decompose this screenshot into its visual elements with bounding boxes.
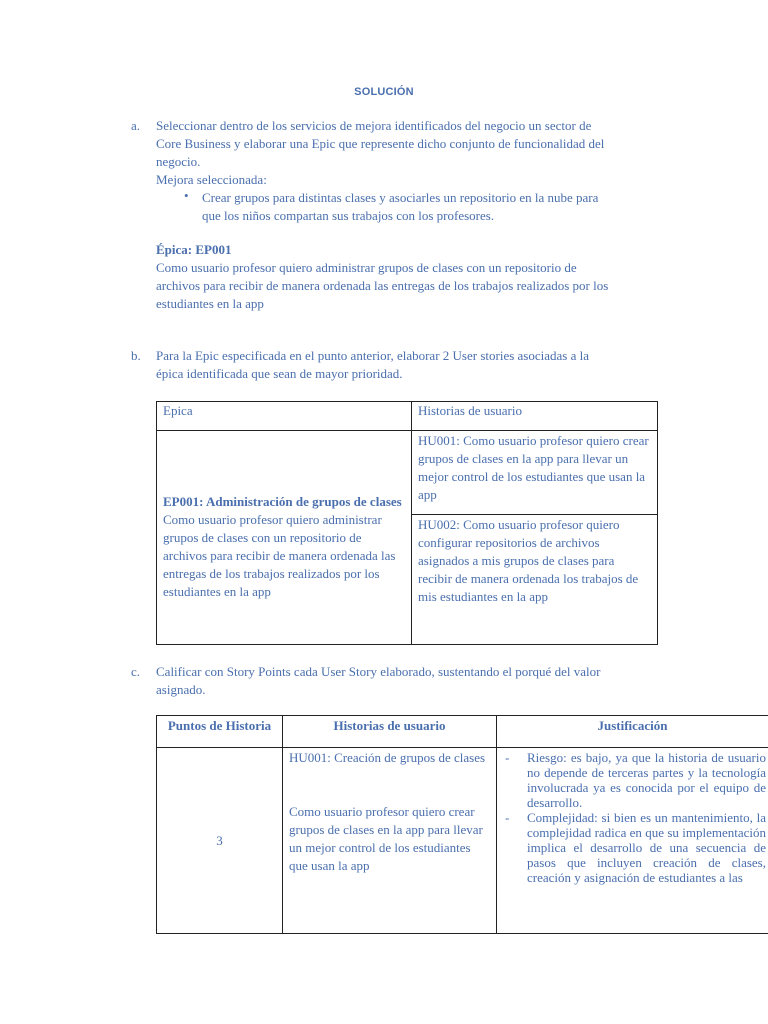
story-points-value: 3 [157,748,283,934]
section-a-line-2: Core Business y elaborar una Epic que represente dicho conjunto de funcionalidad del [156,136,605,151]
header-puntos: Puntos de Historia [157,716,283,748]
epic-description: Como usuario profesor quiero administrar grupos de clases con un repositorio de archivos para recibir de manera ordenada las entregas de los trabajos realizados por los estudiantes en la app [163,511,396,599]
bullet-line-1: Crear grupos para distintas clases y asociarles un repositorio en la nube para [202,190,599,205]
justification-riesgo: Riesgo: es bajo, ya que la historia de usuario no depende de terceras partes y la tecnología involucrada ya es conocida por el equipo de desarrollo. [527,750,766,810]
dash-marker: - [505,810,510,825]
justification-list [503,750,766,885]
bullet-icon: • [184,188,189,203]
epica-line-1: Como usuario profesor quiero administrar grupos de clases con un repositorio de [156,260,577,275]
header-justificacion: Justificación [497,716,768,748]
section-a-marker: a. [131,118,141,133]
justification-item [503,810,766,885]
story-description: Como usuario profesor quiero crear grupos de clases en la app para llevar un mejor control de los estudiantes que usan la app [289,804,483,873]
epica-heading: Épica: EP001 [156,242,232,257]
section-a-line-1: Seleccionar dentro de los servicios de mejora identificados del negocio un sector de [156,118,592,133]
dash-marker: - [505,750,510,765]
epica-line-3: estudiantes en la app [156,296,264,311]
justification-complejidad: Complejidad: si bien es un mantenimiento, la complejidad radica en que su implementación implica el desarrollo de una secuencia de pasos que incluyen creación de clases, creación y asignación de estudiantes a las [527,810,766,885]
header-historias-usuario: Historias de usuario [283,716,497,748]
hu002-cell: HU002: Como usuario profesor quiero configurar repositorios de archivos asignados a mis grupos de clases para recibir de manera ordenada los trabajos de mis estudiantes en la app [412,515,658,645]
section-c-line-2: asignado. [156,682,206,697]
hu001-cell: HU001: Como usuario profesor quiero crear grupos de clases en la app para llevar un mejor control de los estudiantes que usan la app [412,431,658,515]
epic-stories-table [156,401,658,645]
epic-title: EP001: Administración de grupos de clases [163,493,402,509]
section-c-line-1: Calificar con Story Points cada User Story elaborado, sustentando el porqué del valor [156,664,601,679]
header-epica: Epica [157,402,412,431]
section-c-marker: c. [131,664,141,679]
story-title: HU001: Creación de grupos de clases [289,750,486,765]
justification-cell [497,748,768,934]
section-b-line-2: épica identificada que sean de mayor prioridad. [156,366,403,381]
page-title: SOLUCIÓN [354,86,414,98]
epica-line-2: archivos para recibir de manera ordenada las entregas de los trabajos realizados por los [156,278,609,293]
mejora-label: Mejora seleccionada: [156,172,267,187]
justification-item [503,750,766,810]
story-points-table [156,715,768,934]
section-b-marker: b. [131,348,141,363]
header-historias: Historias de usuario [412,402,658,431]
epic-cell [157,431,412,645]
story-cell [283,748,497,934]
bullet-line-2: que los niños compartan sus trabajos con los profesores. [202,208,495,223]
section-b-line-1: Para la Epic especificada en el punto anterior, elaborar 2 User stories asociadas a la [156,348,589,363]
section-a-line-3: negocio. [156,154,201,169]
